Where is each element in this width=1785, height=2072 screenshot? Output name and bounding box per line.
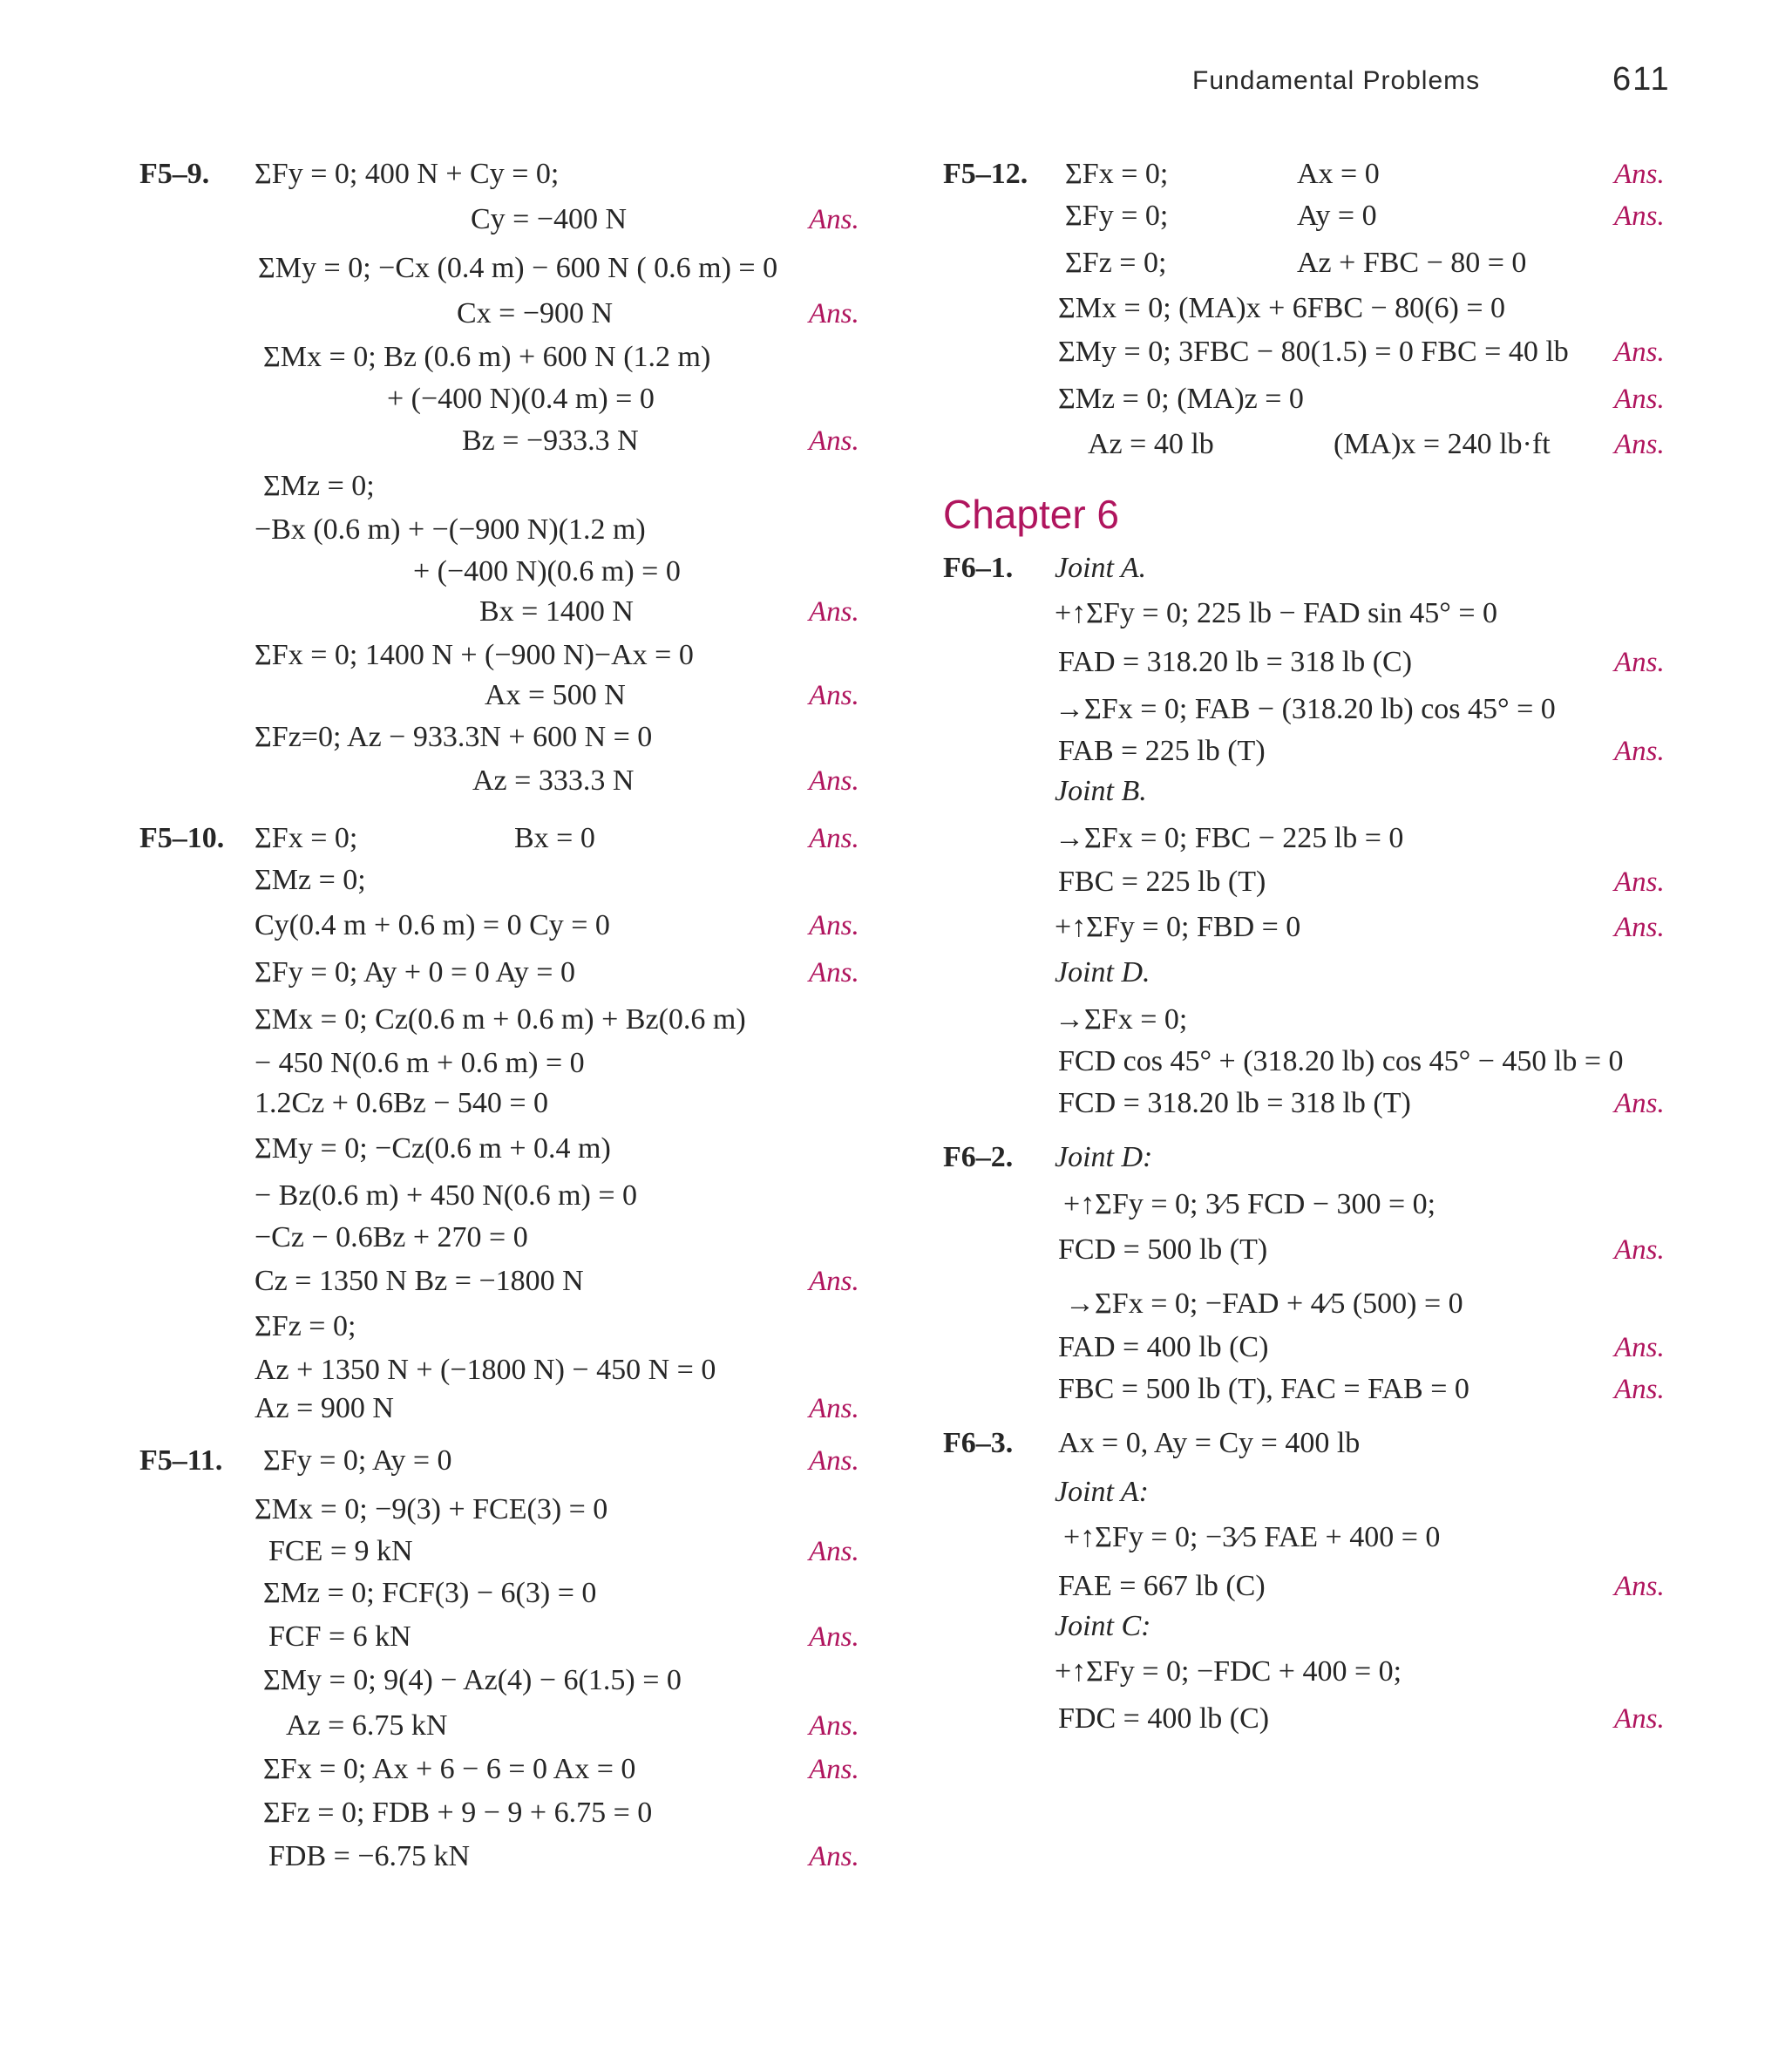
equation-line: + (−400 N)(0.6 m) = 0: [413, 555, 681, 588]
answer-marker: Ans.: [809, 204, 859, 235]
equation-line: ΣMy = 0; 3FBC − 80(1.5) = 0 FBC = 40 lb: [1058, 336, 1569, 368]
equation-line: ΣMy = 0; −Cz(0.6 m + 0.4 m): [255, 1132, 611, 1165]
answer-marker: Ans.: [809, 298, 859, 329]
equation-line: ΣFy = 0;: [1065, 200, 1169, 232]
joint-heading: Joint A.: [1055, 552, 1147, 584]
equation-line: −Bx (0.6 m) + −(−900 N)(1.2 m): [255, 513, 646, 546]
equation-line: →ΣFx = 0; −FAD + 4⁄5 (500) = 0: [1065, 1287, 1463, 1320]
equation-line: →ΣFx = 0;: [1055, 1003, 1188, 1036]
equation-line: ΣMz = 0;: [263, 470, 375, 502]
answer-marker: Ans.: [1614, 336, 1665, 368]
equation-line: FCF = 6 kN: [268, 1620, 411, 1653]
equation-line: Ax = 500 N: [485, 679, 626, 711]
equation-line: 1.2Cz + 0.6Bz − 540 = 0: [255, 1087, 549, 1119]
equation-line: Ax = 0: [1297, 158, 1380, 190]
answer-marker: Ans.: [1614, 1234, 1665, 1266]
answer-marker: Ans.: [809, 1841, 859, 1872]
answer-marker: Ans.: [809, 1445, 859, 1477]
answer-marker: Ans.: [809, 596, 859, 628]
equation-line: ΣFz = 0;: [255, 1310, 356, 1342]
joint-heading: Joint D.: [1055, 956, 1150, 988]
equation-line: Bz = −933.3 N: [462, 425, 639, 457]
equation-line: FBC = 225 lb (T): [1058, 866, 1266, 898]
equation-line: →ΣFx = 0; FAB − (318.20 lb) cos 45° = 0: [1055, 693, 1556, 725]
equation-line: +↑ΣFy = 0; −3⁄5 FAE + 400 = 0: [1063, 1521, 1441, 1553]
answer-marker: Ans.: [809, 680, 859, 711]
equation-line: ΣFx = 0;: [1065, 158, 1169, 190]
equation-line: ΣFy = 0; 400 N + Cy = 0;: [255, 158, 560, 190]
equation-line: − Bz(0.6 m) + 450 N(0.6 m) = 0: [255, 1179, 638, 1212]
joint-heading: Joint B.: [1055, 775, 1147, 807]
equation-line: +↑ΣFy = 0; 3⁄5 FCD − 300 = 0;: [1063, 1188, 1436, 1220]
equation-line: FAD = 400 lb (C): [1058, 1331, 1269, 1363]
answer-marker: Ans.: [1614, 200, 1665, 232]
equation-line: ΣFx = 0; 1400 N + (−900 N)−Ax = 0: [255, 639, 694, 671]
equation-line: →ΣFx = 0; FBC − 225 lb = 0: [1055, 822, 1404, 854]
equation-line: ΣMz = 0; (MA)z = 0: [1058, 383, 1304, 415]
equation-line: FCE = 9 kN: [268, 1535, 413, 1567]
joint-heading: Joint D:: [1055, 1141, 1153, 1173]
equation-line: ΣFx = 0; Ax + 6 − 6 = 0 Ax = 0: [263, 1753, 636, 1785]
equation-line: FAD = 318.20 lb = 318 lb (C): [1058, 646, 1413, 678]
answer-marker: Ans.: [809, 910, 859, 941]
answer-marker: Ans.: [809, 1536, 859, 1567]
equation-line: ΣMy = 0; −Cx (0.4 m) − 600 N ( 0.6 m) = 0: [258, 252, 778, 284]
equation-line: +↑ΣFy = 0; −FDC + 400 = 0;: [1055, 1655, 1402, 1688]
answer-marker: Ans.: [809, 1266, 859, 1297]
answer-marker: Ans.: [1614, 429, 1665, 460]
equation-line: +↑ΣFy = 0; 225 lb − FAD sin 45° = 0: [1055, 597, 1498, 629]
equation-line: ΣFx = 0;: [255, 822, 358, 854]
equation-line: ΣMx = 0; Bz (0.6 m) + 600 N (1.2 m): [263, 341, 711, 373]
problem-label: F5–11.: [139, 1444, 223, 1477]
answer-marker: Ans.: [809, 823, 859, 854]
equation-line: Ay = 0: [1297, 200, 1377, 232]
equation-line: FDB = −6.75 kN: [268, 1840, 471, 1872]
equation-line: FBC = 500 lb (T), FAC = FAB = 0: [1058, 1373, 1469, 1405]
chapter-heading: Chapter 6: [943, 492, 1120, 537]
equation-line: FAE = 667 lb (C): [1058, 1570, 1266, 1602]
problem-label: F5–10.: [139, 822, 225, 854]
answer-marker: Ans.: [1614, 912, 1665, 943]
answer-marker: Ans.: [809, 1710, 859, 1742]
equation-line: ΣFy = 0; Ay = 0: [263, 1444, 452, 1477]
answer-marker: Ans.: [1614, 159, 1665, 190]
answer-marker: Ans.: [809, 1754, 859, 1785]
answer-marker: Ans.: [1614, 647, 1665, 678]
problem-label: F5–9.: [139, 158, 210, 190]
equation-line: ΣFz = 0; FDB + 9 − 9 + 6.75 = 0: [263, 1797, 653, 1829]
equation-line: Cy(0.4 m + 0.6 m) = 0 Cy = 0: [255, 909, 610, 941]
equation-line: ΣFz = 0;: [1065, 247, 1167, 279]
answer-marker: Ans.: [809, 1621, 859, 1653]
answer-marker: Ans.: [809, 957, 859, 988]
equation-line: Bx = 0: [514, 822, 595, 854]
answer-marker: Ans.: [1614, 1332, 1665, 1363]
answer-marker: Ans.: [1614, 736, 1665, 767]
answer-marker: Ans.: [809, 425, 859, 457]
answer-marker: Ans.: [1614, 866, 1665, 898]
answer-marker: Ans.: [1614, 1088, 1665, 1119]
equation-line: Cy = −400 N: [471, 203, 628, 235]
equation-line: Bx = 1400 N: [479, 595, 634, 628]
equation-line: ΣFz=0; Az − 933.3N + 600 N = 0: [255, 721, 653, 753]
equation-line: FCD cos 45° + (318.20 lb) cos 45° − 450 lb = 0: [1058, 1045, 1624, 1077]
page-number: 611: [1612, 61, 1671, 98]
equation-line: ΣMx = 0; Cz(0.6 m + 0.6 m) + Bz(0.6 m): [255, 1003, 746, 1036]
equation-line: Az = 6.75 kN: [286, 1709, 448, 1742]
problem-label: F6–1.: [943, 552, 1014, 584]
answer-marker: Ans.: [1614, 1374, 1665, 1405]
equation-line: ΣMy = 0; 9(4) − Az(4) − 6(1.5) = 0: [263, 1664, 682, 1696]
problem-label: F6–2.: [943, 1141, 1014, 1173]
equation-line: ΣMx = 0; (MA)x + 6FBC − 80(6) = 0: [1058, 292, 1506, 324]
equation-line: + (−400 N)(0.4 m) = 0: [387, 383, 655, 415]
equation-line: FCD = 318.20 lb = 318 lb (T): [1058, 1087, 1411, 1119]
equation-line: FCD = 500 lb (T): [1058, 1233, 1268, 1266]
equation-line: Az = 333.3 N: [472, 764, 635, 797]
answer-marker: Ans.: [1614, 384, 1665, 415]
equation-line: Az = 40 lb: [1088, 428, 1214, 460]
equation-line: Cz = 1350 N Bz = −1800 N: [255, 1265, 584, 1297]
running-header-title: Fundamental Problems: [1192, 66, 1481, 95]
equation-line: FAB = 225 lb (T): [1058, 735, 1266, 767]
answer-marker: Ans.: [1614, 1703, 1665, 1735]
answer-marker: Ans.: [1614, 1571, 1665, 1602]
joint-heading: Joint C:: [1055, 1610, 1151, 1642]
answer-marker: Ans.: [809, 765, 859, 797]
equation-line: +↑ΣFy = 0; FBD = 0: [1055, 911, 1301, 943]
equation-line: ΣMz = 0;: [255, 864, 366, 896]
equation-line: − 450 N(0.6 m + 0.6 m) = 0: [255, 1047, 585, 1079]
equation-line: Cx = −900 N: [457, 297, 614, 329]
equation-line: Az + 1350 N + (−1800 N) − 450 N = 0: [255, 1354, 716, 1386]
answer-marker: Ans.: [809, 1393, 859, 1424]
equation-line: (MA)x = 240 lb·ft: [1334, 428, 1551, 460]
equation-line: ΣMz = 0; FCF(3) − 6(3) = 0: [263, 1577, 597, 1609]
equation-line: FDC = 400 lb (C): [1058, 1702, 1270, 1735]
equation-line: −Cz − 0.6Bz + 270 = 0: [255, 1221, 528, 1253]
equation-line: Az + FBC − 80 = 0: [1297, 247, 1527, 279]
joint-heading: Joint A:: [1055, 1476, 1149, 1508]
problem-label: F5–12.: [943, 158, 1028, 190]
equation-line: ΣMx = 0; −9(3) + FCE(3) = 0: [255, 1493, 608, 1525]
equation-line: Ax = 0, Ay = Cy = 400 lb: [1058, 1427, 1361, 1459]
problem-label: F6–3.: [943, 1427, 1014, 1459]
equation-line: Az = 900 N: [255, 1392, 394, 1424]
equation-line: ΣFy = 0; Ay + 0 = 0 Ay = 0: [255, 956, 575, 988]
